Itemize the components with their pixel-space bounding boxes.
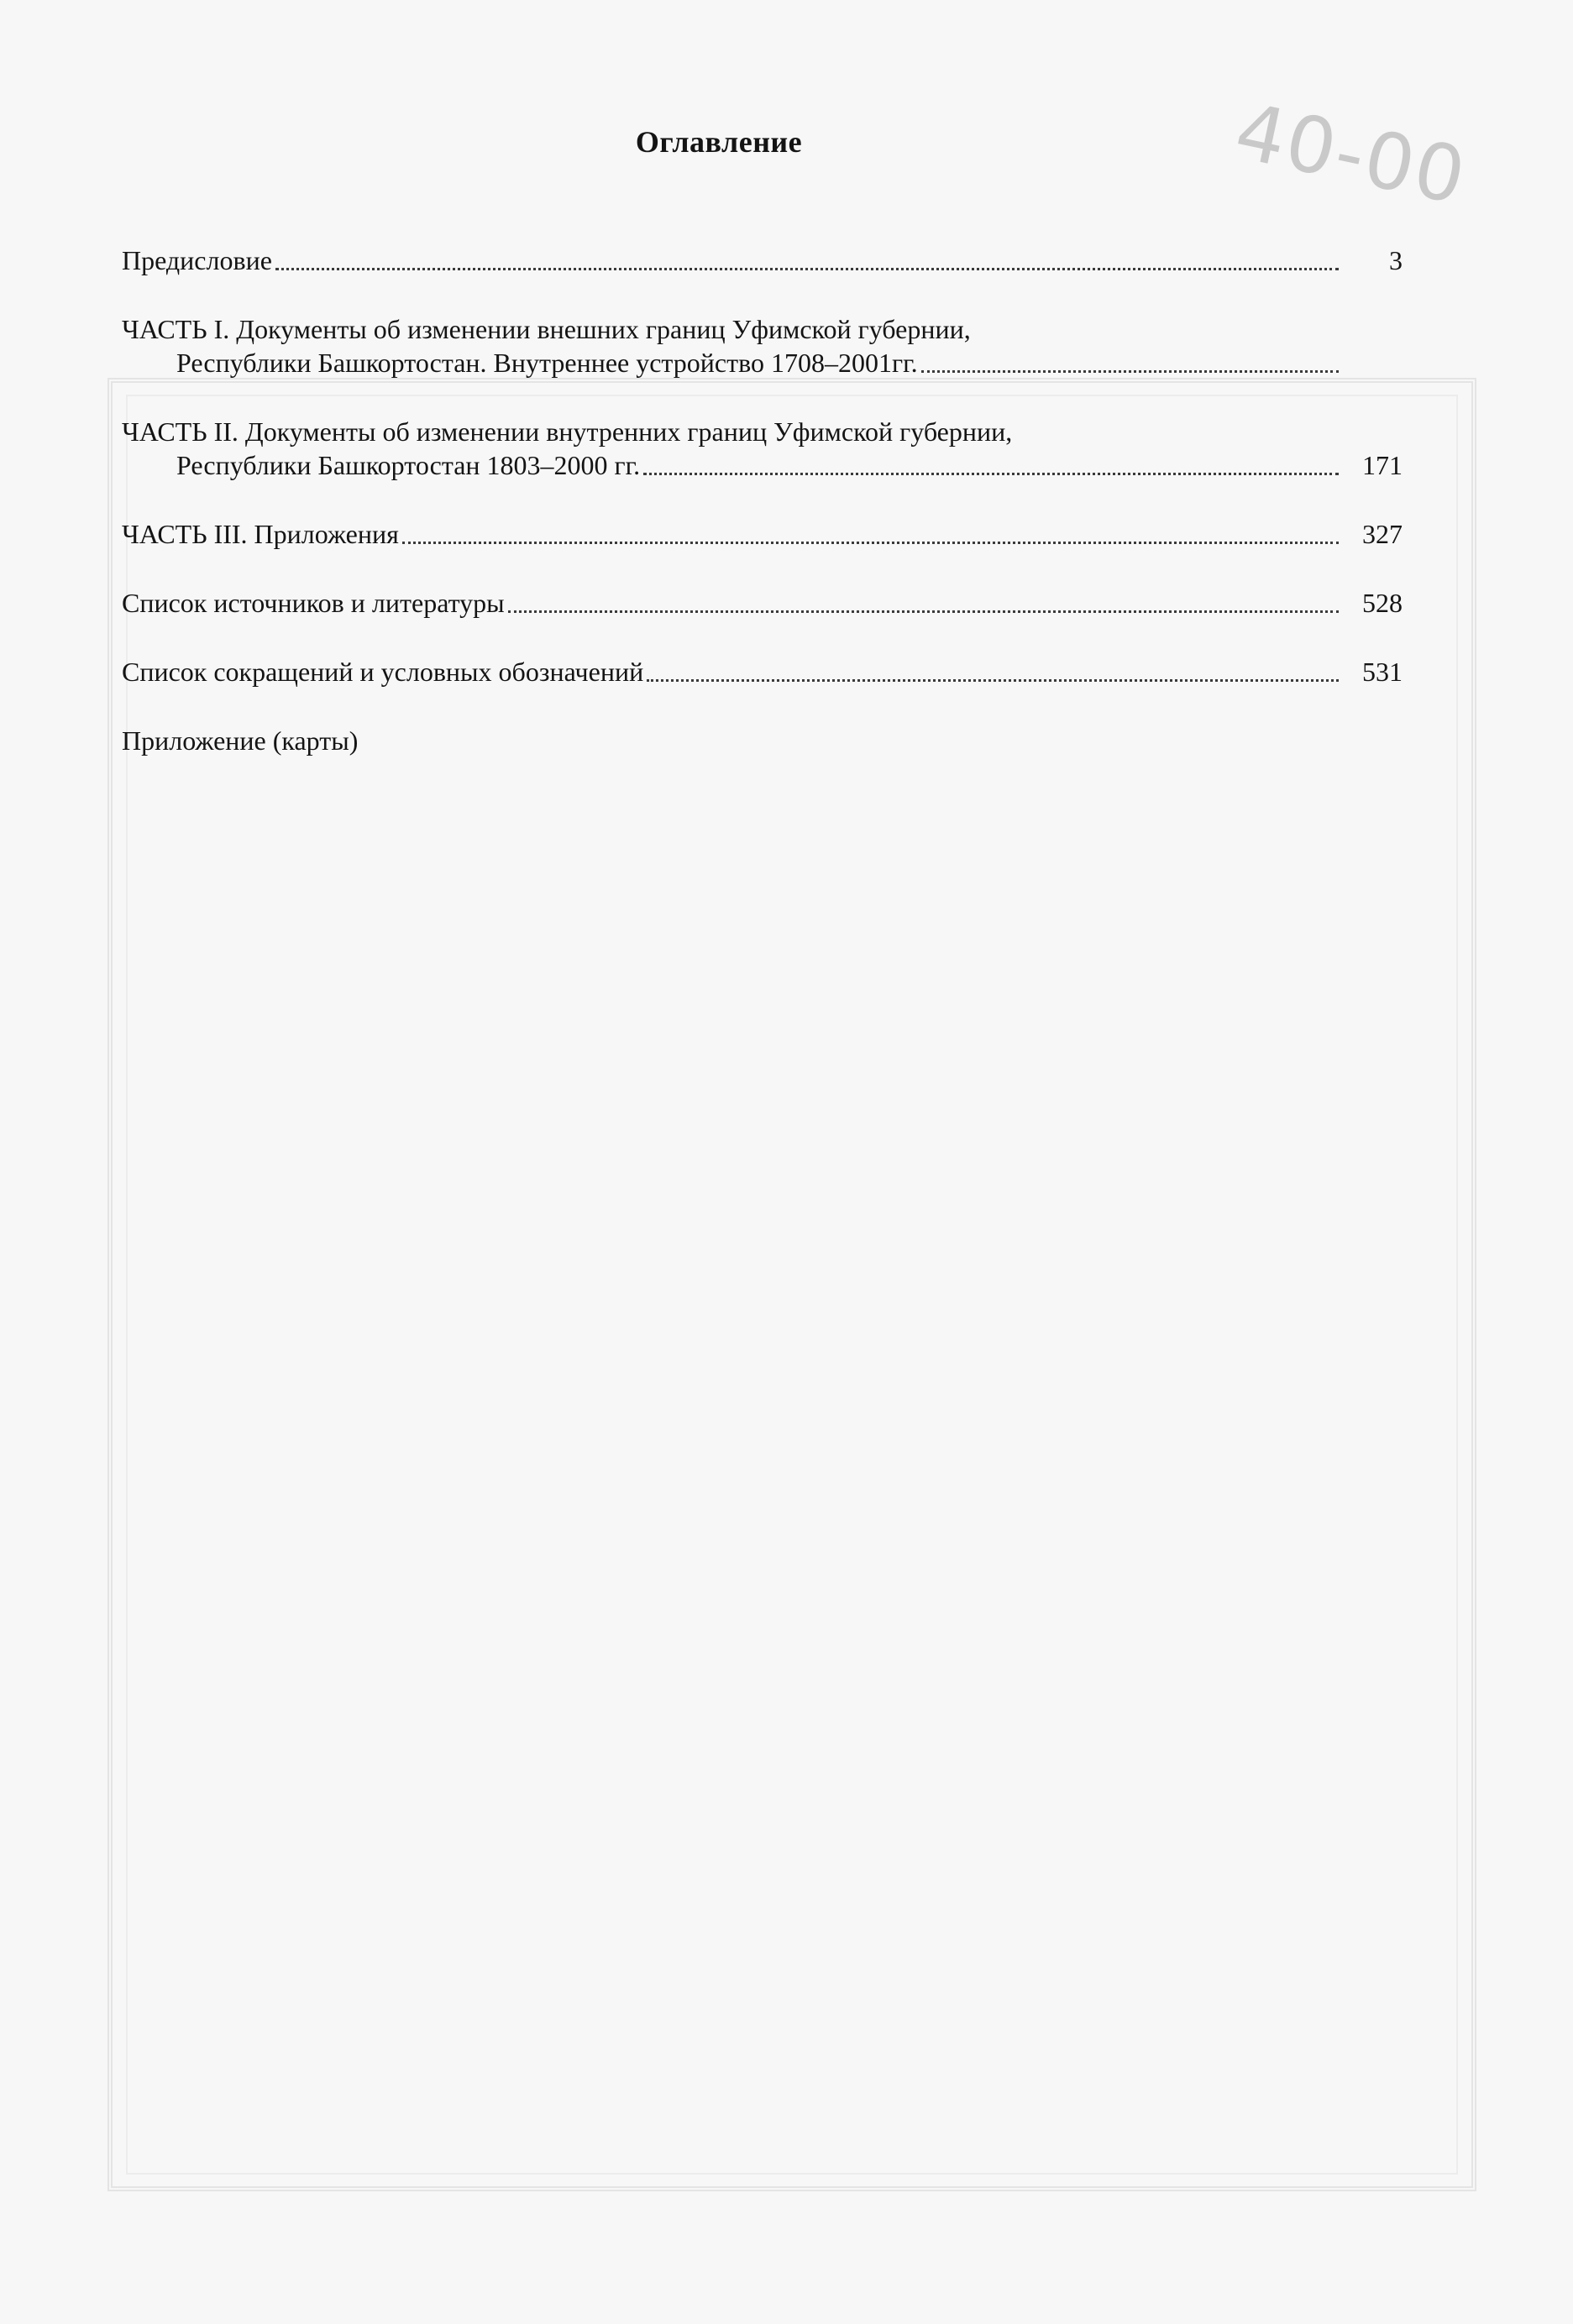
toc-entry-part-3 [122,517,1403,551]
toc-page-number: 327 [1362,519,1403,549]
toc-title: Оглавление [635,125,803,159]
toc-entry-title: Предисловие [122,245,272,275]
toc-entry-title: Список источников и литературы [122,588,505,618]
toc-page-number: 3 [1389,245,1403,275]
dot-leader [647,678,1339,682]
toc-entry-title-continued: Республики Башкортостан. Внутреннее устройство 1708–2001гг. [176,348,918,378]
toc-entry-title-continued: Республики Башкортостан 1803–2000 гг. [176,450,641,480]
dot-leader [508,610,1339,613]
handwritten-margin-note: 40-00 [1227,86,1475,222]
dot-leader [275,267,1339,270]
toc-entry-part-1 [122,312,1403,379]
toc-entry-part-2 [122,415,1403,482]
toc-entry-title: ЧАСТЬ I. Документы об изменении внешних границ Уфимской губернии, [122,314,971,344]
toc-entry-abbreviations [122,655,1403,688]
toc-entry-title: Список сокращений и условных обозначений [122,657,644,687]
toc-page-number: 171 [1362,450,1403,480]
dot-leader [921,369,1339,373]
toc-entry-title: ЧАСТЬ III. Приложения [122,519,399,549]
toc-entry-sources [122,586,1403,620]
toc-entry-maps [122,724,1403,757]
toc-entry-title: ЧАСТЬ II. Документы об изменении внутренних границ Уфимской губернии, [122,416,1013,447]
dot-leader [402,541,1339,544]
dot-leader [643,472,1339,475]
toc-page-number: 528 [1362,588,1403,618]
toc-entry-title: Приложение (карты) [122,725,359,756]
toc-page-number: 531 [1362,657,1403,687]
toc-entry-preface [122,243,1403,277]
table-of-contents [122,243,1403,757]
